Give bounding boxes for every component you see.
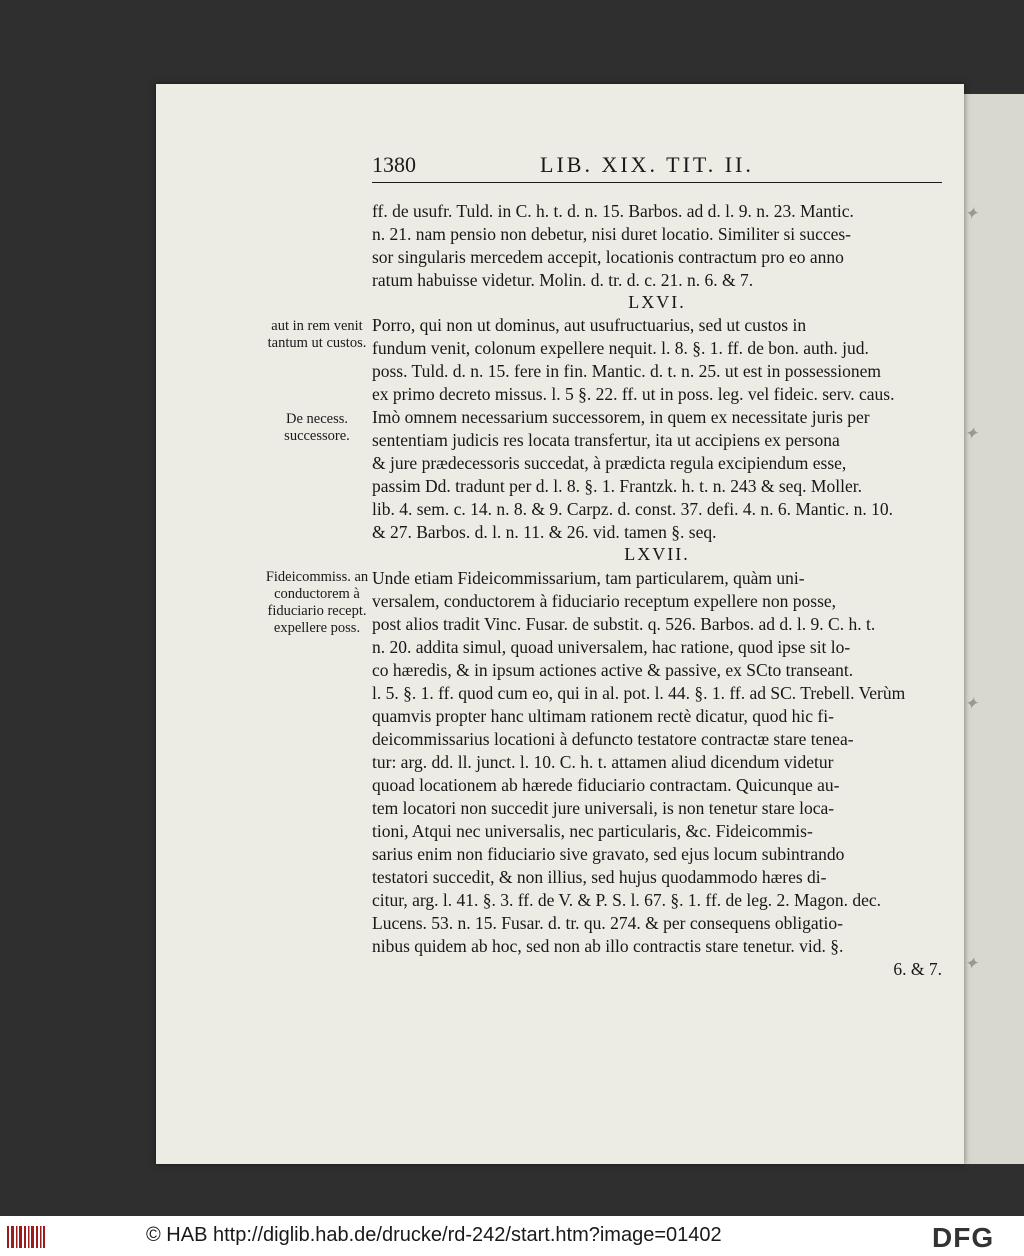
text-line: tur: arg. dd. ll. junct. l. 10. C. h. t. attamen aliud dicendum videtur bbox=[372, 752, 834, 772]
text-line: lib. 4. sem. c. 14. n. 8. & 9. Carpz. d. const. 37. defi. 4. n. 6. Mantic. n. 10. bbox=[372, 499, 894, 519]
text-line: ratum habuisse videtur. Molin. d. tr. d. c. 21. n. 6. & 7. bbox=[372, 270, 754, 290]
text-line: & 27. Barbos. d. l. n. 11. & 26. vid. tamen §. seq. bbox=[372, 522, 717, 542]
text-line: deicommissarius locationi à defuncto testatore contractæ stare tenea- bbox=[372, 729, 854, 749]
footer-bar bbox=[0, 1216, 1024, 1256]
text-line: n. 21. nam pensio non debetur, nisi duret locatio. Similiter si succes- bbox=[372, 224, 852, 244]
text-line: tioni, Atqui nec universalis, nec particularis, &c. Fideicommis- bbox=[372, 821, 813, 841]
text-line: fundum venit, colonum expellere nequit. l. 8. §. 1. ff. de bon. auth. jud. bbox=[372, 338, 869, 358]
text-line: versalem, conductorem à fiduciario receptum expellere non posse, bbox=[372, 591, 837, 611]
page-number: 1380 bbox=[372, 152, 416, 177]
dfg-logo: DFG bbox=[932, 1222, 995, 1253]
text-line: Lucens. 53. n. 15. Fusar. d. tr. qu. 274. & per consequens obligatio- bbox=[372, 913, 843, 933]
text-line: testatori succedit, & non illius, sed hujus quodammodo hæres di- bbox=[372, 867, 827, 887]
text-line: & jure prædecessoris succedat, à prædicta regula excipiendum esse, bbox=[372, 453, 847, 473]
text-line: passim Dd. tradunt per d. l. 8. §. 1. Frantzk. h. t. n. 243 & seq. Moller. bbox=[372, 476, 862, 496]
text-line: co hæredis, & in ipsum actiones active & passive, ex SCto transeant. bbox=[372, 660, 854, 680]
text-line: sententiam judicis res locata transfertur, ita ut accipiens ex persona bbox=[372, 430, 840, 450]
next-page-edge: ✦ ✦ ✦ ✦ bbox=[958, 94, 1024, 1164]
text-line: n. 20. addita simul, quoad universalem, hac ratione, quod ipse sit lo- bbox=[372, 637, 851, 657]
running-head: LIB. XIX. TIT. II. bbox=[540, 152, 754, 177]
hab-barcode-logo-icon bbox=[6, 1224, 46, 1250]
text-line: Porro, qui non ut dominus, aut usufructuarius, sed ut custos in bbox=[372, 315, 807, 335]
text-line: 6. & 7. bbox=[893, 959, 942, 979]
section-heading: LXVI. bbox=[628, 292, 686, 312]
text-line: citur, arg. l. 41. §. 3. ff. de V. & P. S. l. 67. §. 1. ff. de leg. 2. Magon. dec. bbox=[372, 890, 882, 910]
margin-note: De necess. successore. bbox=[284, 411, 350, 444]
text-line: poss. Tuld. d. n. 15. fere in fin. Mantic. d. t. n. 25. ut est in possessionem bbox=[372, 361, 881, 381]
copyright-text: © HAB http://diglib.hab.de/drucke/rd-242/start.htm?image=01402 bbox=[146, 1224, 722, 1246]
text-line: quoad locationem ab hærede fiduciario contractam. Quicunque au- bbox=[372, 775, 840, 795]
margin-note: Fideicommiss. an conductorem à fiduciario recept. expellere poss. bbox=[265, 569, 369, 636]
text-line: Unde etiam Fideicommissarium, tam particularem, quàm uni- bbox=[372, 568, 805, 588]
text-line: ex primo decreto missus. l. 5 §. 22. ff. ut in poss. leg. vel fideic. serv. caus. bbox=[372, 384, 895, 404]
text-line: quamvis propter hanc ultimam rationem rectè dicatur, quod hic fi- bbox=[372, 706, 834, 726]
text-line: tem locatori non succedit jure universali, is non tenetur stare loca- bbox=[372, 798, 835, 818]
text-line: post alios tradit Vinc. Fusar. de substit. q. 526. Barbos. ad d. l. 9. C. h. t. bbox=[372, 614, 876, 634]
text-line: sor singularis mercedem accepit, locationis contractum pro eo anno bbox=[372, 247, 844, 267]
text-line: ff. de usufr. Tuld. in C. h. t. d. n. 15. Barbos. ad d. l. 9. n. 23. Mantic. bbox=[372, 201, 854, 221]
margin-note: aut in rem venit tantum ut custos. bbox=[267, 318, 367, 351]
page-header bbox=[372, 152, 942, 183]
text-line: sarius enim non fiduciario sive gravato, sed ejus locum subintrando bbox=[372, 844, 845, 864]
text-line: Imò omnem necessarium successorem, in quem ex necessitate juris per bbox=[372, 407, 870, 427]
section-heading: LXVII. bbox=[624, 544, 690, 564]
text-line: nibus quidem ab hoc, sed non ab illo contractis stare tenetur. vid. §. bbox=[372, 936, 844, 956]
text-line: l. 5. §. 1. ff. quod cum eo, qui in al. pot. l. 44. §. 1. ff. ad SC. Trebell. Verùm bbox=[372, 683, 906, 703]
